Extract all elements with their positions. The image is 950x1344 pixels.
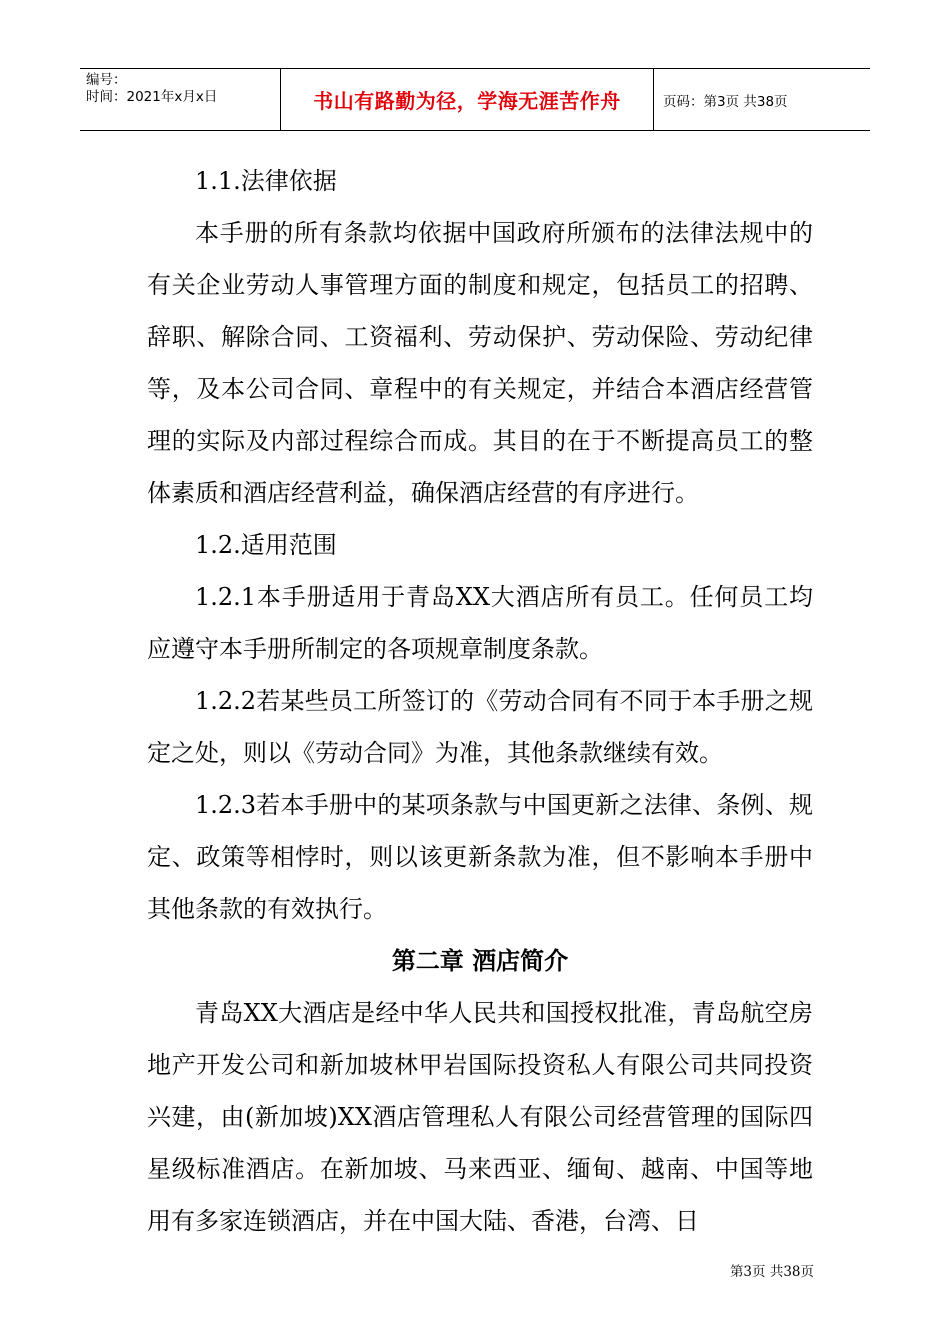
page-footer: 第3页 共38页: [729, 1264, 814, 1280]
chapter-title: 第二章 酒店简介: [391, 947, 569, 975]
paragraph-legal-basis: 本手册的所有条款均依据中国政府所颁布的法律法规中的有关企业劳动人事管理方面的制度和规定，包括员工的招聘、辞职、解除合同、工资福利、劳动保护、劳动保险、劳动纪律等，及本公司合同、章程中的有关规定，并结合本酒店经营管理的实际及内部过程综合而成。其目的在于不断提高员工的整体素质和酒店经营利益，确保酒店经营的有序进行。: [147, 219, 813, 507]
section-heading-scope: 1.2.适用范围: [195, 531, 337, 559]
header-meta-cell: [80, 69, 281, 130]
page-header: [80, 68, 870, 131]
section-heading-legal-basis: 1.1.法律依据: [195, 167, 337, 195]
paragraph-hotel-intro: 青岛XX大酒店是经中华人民共和国授权批准，青岛航空房地产开发公司和新加坡林甲岩国际投资私人有限公司共同投资兴建，由(新加坡)XX酒店管理私人有限公司经营管理的国际四星级标准酒店。在新加坡、马来西亚、缅甸、越南、中国等地用有多家连锁酒店，并在中国大陆、香港，台湾、日: [147, 999, 813, 1235]
header-page-info: 页码：第3页 共38页: [663, 93, 788, 110]
header-motto: 书山有路勤为径，学海无涯苦作舟: [281, 69, 654, 130]
paragraph-scope-1: 1.2.1本手册适用于青岛XX大酒店所有员工。任何员工均应遵守本手册所制定的各项规章制度条款。: [147, 583, 813, 663]
paragraph-scope-3: 1.2.3若本手册中的某项条款与中国更新之法律、条例、规定、政策等相悖时，则以该更新条款为准，但不影响本手册中其他条款的有效执行。: [147, 791, 813, 923]
paragraph-scope-2: 1.2.2若某些员工所签订的《劳动合同有不同于本手册之规定之处，则以《劳动合同》为准，其他条款继续有效。: [147, 687, 813, 767]
document-date-label: 时间：2021年x月x日: [86, 89, 218, 105]
document-number-label: 编号：: [86, 72, 127, 88]
document-body: [147, 155, 813, 1247]
